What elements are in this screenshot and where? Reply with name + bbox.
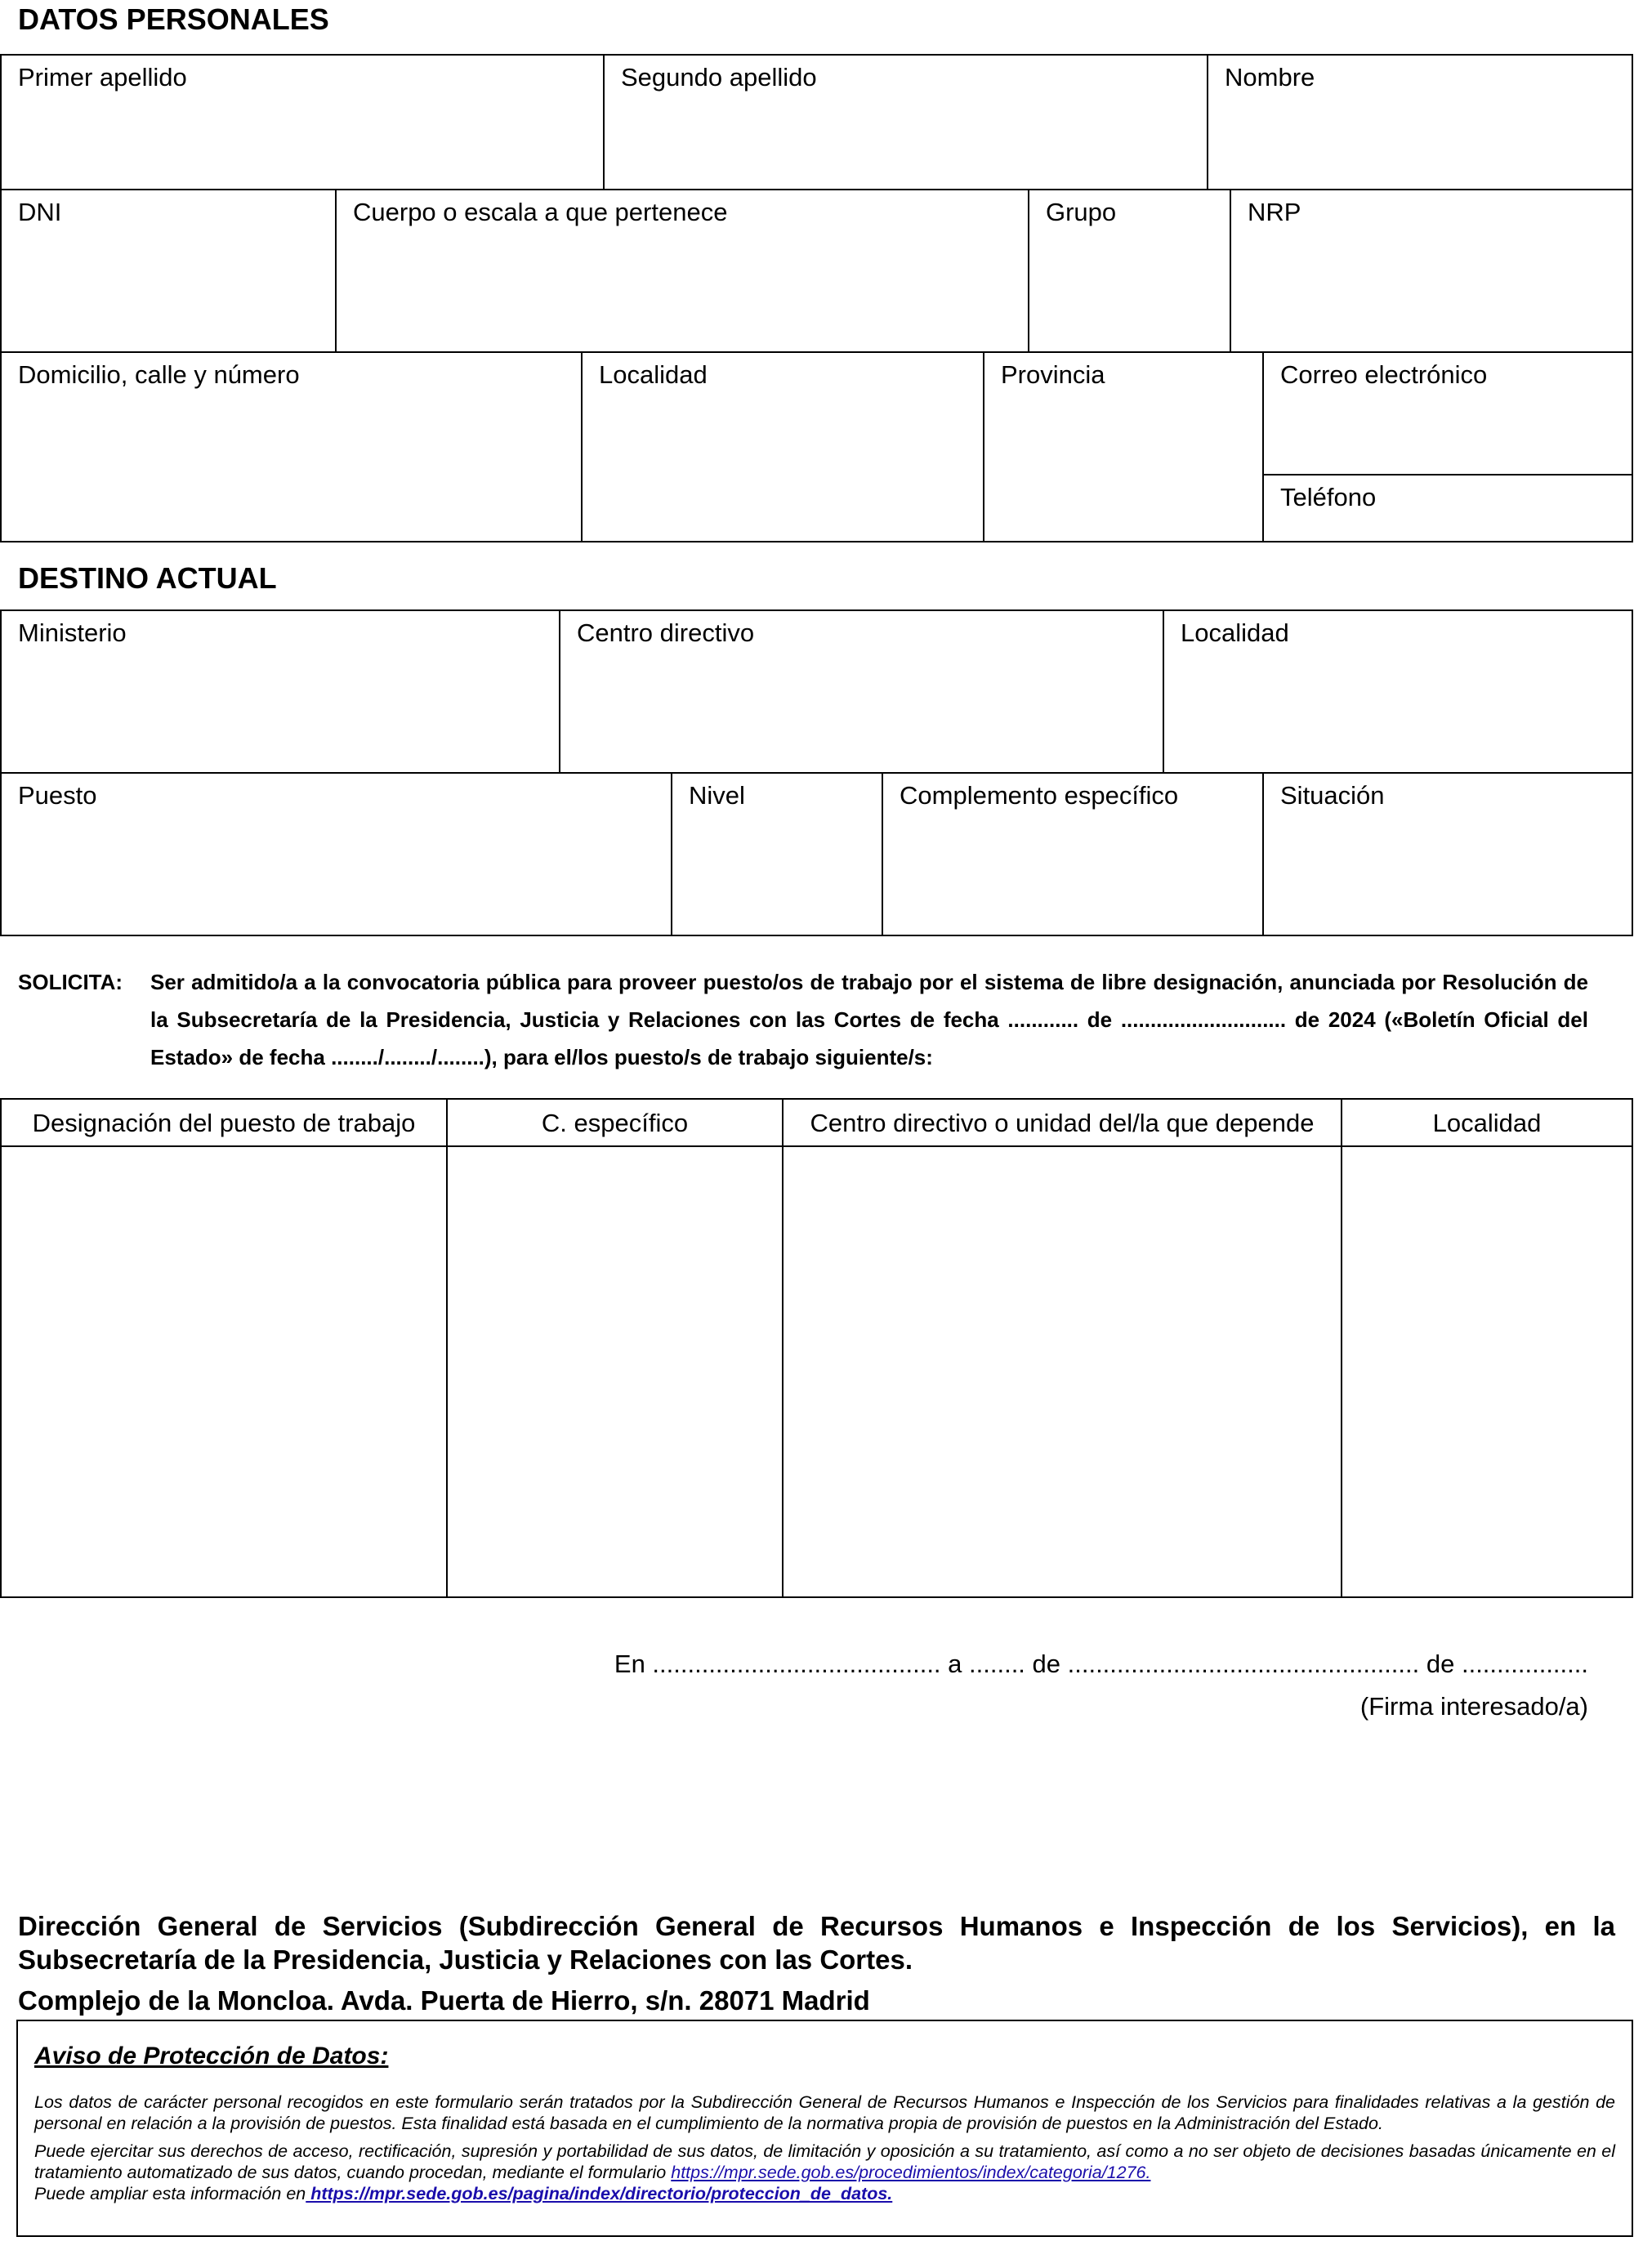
field-primer-apellido[interactable]: Primer apellido	[18, 63, 187, 92]
solicita-label: SOLICITA:	[18, 970, 123, 994]
field-domicilio[interactable]: Domicilio, calle y número	[18, 360, 300, 389]
aviso-p3-link[interactable]: https://mpr.sede.gob.es/pagina/index/directorio/proteccion_de_datos.	[306, 2184, 893, 2203]
aviso-p2	[34, 2141, 1615, 2204]
field-grupo[interactable]: Grupo	[1046, 198, 1117, 226]
field-ministerio[interactable]: Ministerio	[18, 618, 127, 647]
field-situacion[interactable]: Situación	[1280, 781, 1385, 810]
table-header-c-especifico: C. específico	[541, 1109, 689, 1137]
field-destino-localidad[interactable]: Localidad	[1181, 618, 1289, 647]
field-correo[interactable]: Correo electrónico	[1280, 360, 1488, 389]
table-cell-c-especifico[interactable]	[448, 1147, 782, 1596]
direccion-text: Dirección General de Servicios (Subdirección General de Recursos Humanos e Inspección de los Servicios), en la Subsecretaría de la Presidencia, Justicia y Relaciones con las Cortes.	[18, 1911, 1615, 1975]
table-cell-localidad[interactable]	[1342, 1147, 1632, 1596]
field-dni[interactable]: DNI	[18, 198, 62, 226]
field-cuerpo[interactable]: Cuerpo o escala a que pertenece	[353, 198, 728, 226]
destino-actual-title: DESTINO ACTUAL	[18, 561, 277, 595]
aviso-p1: Los datos de carácter personal recogidos en este formulario serán tratados por la Subdirección General de Recursos Humanos e Inspección de los Servicios para finalidades relativas a la gestión de personal en relación a la provisión de puestos. Esta finalidad está basada en el cumplimiento de la normativa propia de provisión de puestos en la Administración del Estado.	[34, 2092, 1615, 2133]
aviso-p2-text: Puede ejercitar sus derechos de acceso, rectificación, supresión y portabilidad de sus datos, de limitación y oposición a su tratamiento, así como a no ser objeto de decisiones basadas únicamente en el tratamiento automatizado de sus datos, cuando procedan, mediante el formulario	[34, 2141, 1615, 2182]
direccion-address: Complejo de la Moncloa. Avda. Puerta de Hierro, s/n. 28071 Madrid	[18, 1985, 870, 2016]
datos-personales-title: DATOS PERSONALES	[18, 2, 329, 36]
table-cell-designacion[interactable]	[2, 1147, 446, 1596]
field-puesto[interactable]: Puesto	[18, 781, 97, 810]
datos-personales-box	[0, 54, 1633, 542]
firma-label: (Firma interesado/a)	[1359, 1692, 1588, 1721]
table-header-localidad: Localidad	[1432, 1109, 1542, 1137]
table-header-centro-directivo: Centro directivo o unidad del/la que depende	[810, 1109, 1315, 1137]
field-nombre[interactable]: Nombre	[1225, 63, 1315, 92]
field-centro-directivo[interactable]: Centro directivo	[577, 618, 755, 647]
field-segundo-apellido[interactable]: Segundo apellido	[621, 63, 817, 92]
table-cell-centro-directivo[interactable]	[784, 1147, 1341, 1596]
field-telefono[interactable]: Teléfono	[1280, 483, 1377, 511]
field-provincia[interactable]: Provincia	[1001, 360, 1105, 389]
table-header-designacion: Designación del puesto de trabajo	[32, 1109, 416, 1137]
aviso-p2-link[interactable]: https://mpr.sede.gob.es/procedimientos/index/categoria/1276.	[671, 2163, 1151, 2182]
aviso-title: Aviso de Protección de Datos:	[34, 2043, 389, 2069]
aviso-p3-text: Puede ampliar esta información en	[34, 2184, 306, 2203]
field-localidad[interactable]: Localidad	[599, 360, 708, 389]
field-nivel[interactable]: Nivel	[689, 781, 745, 810]
firma-place-date[interactable]: En ......................................... a ........ de .................................................. de ..................	[614, 1650, 1588, 1678]
field-nrp[interactable]: NRP	[1248, 198, 1301, 226]
solicita-text: Ser admitido/a a la convocatoria pública para proveer puesto/os de trabajo por el sistema de libre designación, anunciada por Resolución de la Subsecretaría de la Presidencia, Justicia y Relaciones con las Cortes de fecha ............ de ............................ de 2024 («Boletín Oficial del Estado» de fecha ......../......../........), para el/los puesto/s de trabajo siguiente/s:	[150, 970, 1588, 1069]
field-complemento[interactable]: Complemento específico	[900, 781, 1179, 810]
